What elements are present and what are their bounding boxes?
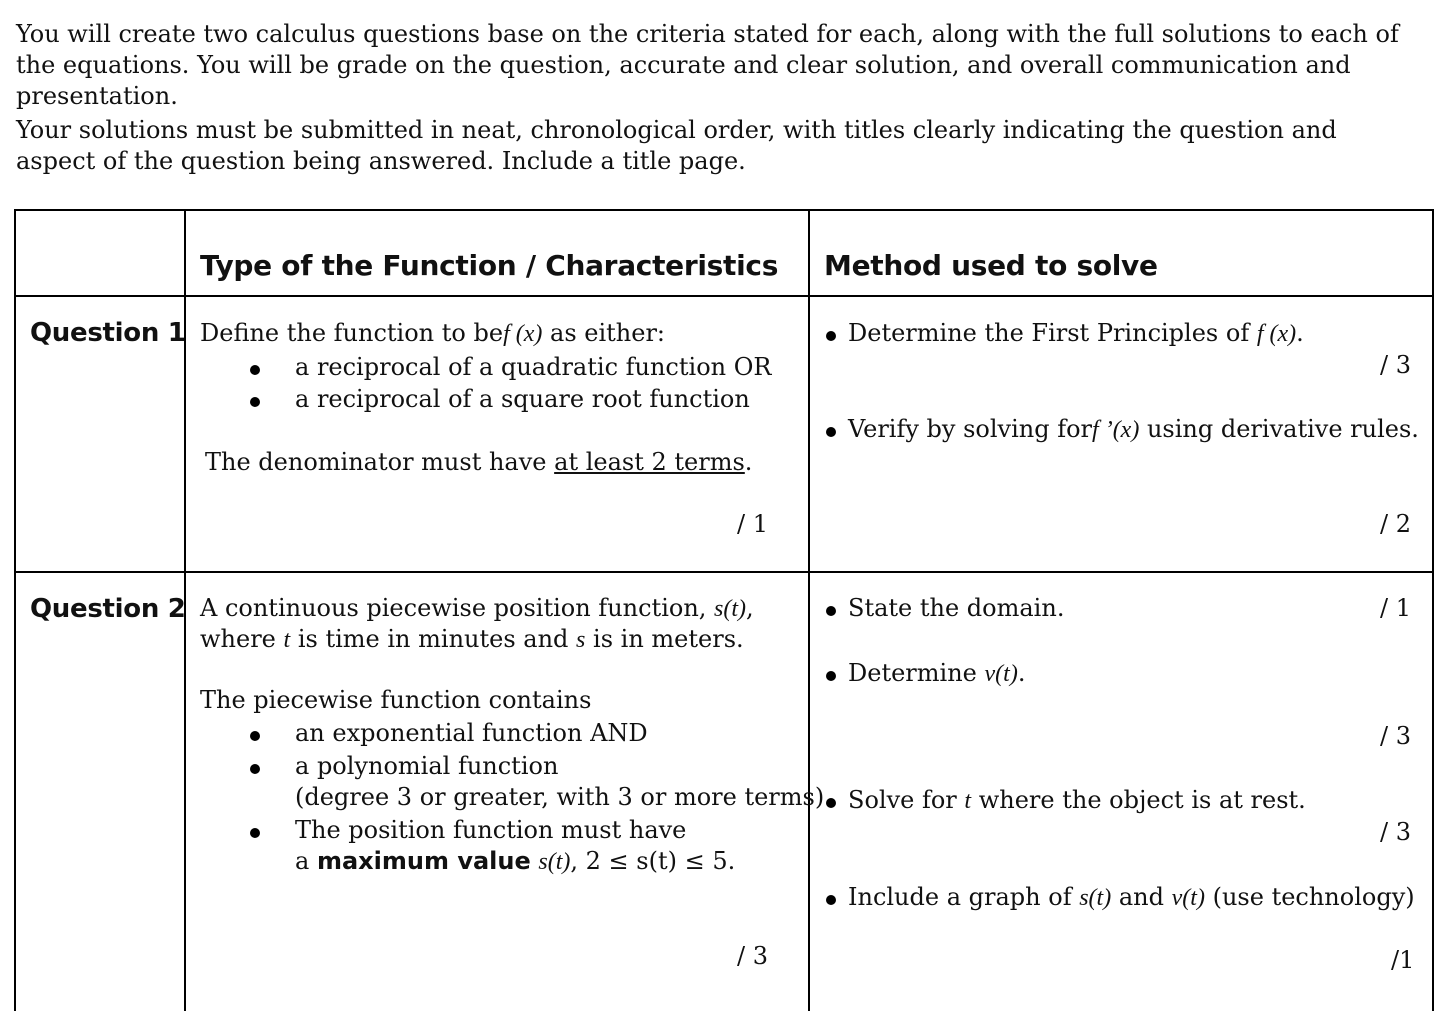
- q2-contains-line: The piecewise function contains: [200, 686, 592, 714]
- bullet-icon: [826, 895, 836, 905]
- q2-method-1: State the domain.: [848, 594, 1065, 622]
- q2-line-2: where t is time in minutes and s is in meters.: [200, 625, 744, 653]
- q1-method-1: Determine the First Principles of f (x).: [848, 319, 1304, 347]
- bullet-icon: [250, 764, 260, 774]
- q2-method-2: Determine v(t).: [848, 659, 1026, 687]
- q2-method-2-mark: / 3: [1380, 722, 1411, 750]
- q2-bullet-3-line-2: a maximum value s(t), 2 ≤ s(t) ≤ 5.: [295, 847, 736, 875]
- question-2-label: Question 2: [30, 594, 186, 624]
- bullet-icon: [250, 397, 260, 407]
- bullet-icon: [826, 427, 836, 437]
- q1-denominator-line: The denominator must have at least 2 terms.: [205, 448, 753, 476]
- bullet-icon: [826, 671, 836, 681]
- q2-bullet-2-line-1: a polynomial function: [295, 752, 559, 780]
- bullet-icon: [826, 606, 836, 616]
- q2-characteristics-mark: / 3: [737, 942, 768, 970]
- bullet-icon: [826, 331, 836, 341]
- column-divider-2: [808, 209, 810, 1011]
- row-divider: [14, 571, 1434, 573]
- bullet-icon: [250, 828, 260, 838]
- q1-define-line: Define the function to bef (x) as either:: [200, 319, 666, 347]
- header-characteristics: Type of the Function / Characteristics: [200, 249, 779, 282]
- q1-method-2: Verify by solving forf ’(x) using derivative rules.: [848, 415, 1419, 443]
- q2-bullet-3-line-1: The position function must have: [295, 816, 687, 844]
- intro-paragraph-2: Your solutions must be submitted in neat, chronological order, with titles clearly indicating the question and aspect of the question being answered. Include a title page.: [16, 116, 1337, 175]
- q1-method-2-mark: / 2: [1380, 510, 1411, 538]
- bullet-icon: [250, 365, 260, 375]
- table-top-border: [14, 209, 1434, 211]
- q1-method-1-mark: / 3: [1380, 351, 1411, 379]
- q2-method-4: Include a graph of s(t) and v(t) (use technology): [848, 883, 1415, 911]
- q2-method-3-mark: / 3: [1380, 818, 1411, 846]
- header-row-border: [14, 295, 1434, 297]
- q2-method-3: Solve for t where the object is at rest.: [848, 786, 1306, 814]
- question-1-label: Question 1: [30, 318, 186, 348]
- q2-method-4-mark: /1: [1391, 946, 1415, 974]
- intro-paragraph-1: You will create two calculus questions base on the criteria stated for each, along with the full solutions to each of the equations. You will be grade on the question, accurate and clear solution, and overall communication and presentation.: [16, 20, 1399, 110]
- q2-line-1: A continuous piecewise position function, s(t),: [200, 594, 754, 622]
- table-right-border: [1432, 209, 1434, 1011]
- q1-option-2: a reciprocal of a square root function: [295, 385, 750, 413]
- bullet-icon: [250, 731, 260, 741]
- q2-method-1-mark: / 1: [1380, 594, 1411, 622]
- header-method: Method used to solve: [824, 249, 1158, 282]
- q1-option-1: a reciprocal of a quadratic function OR: [295, 353, 772, 381]
- bullet-icon: [826, 798, 836, 808]
- table-left-border: [14, 209, 16, 1011]
- q2-bullet-1: an exponential function AND: [295, 719, 648, 747]
- q2-bullet-2-line-2: (degree 3 or greater, with 3 or more terms): [295, 783, 825, 811]
- q1-characteristics-mark: / 1: [737, 510, 768, 538]
